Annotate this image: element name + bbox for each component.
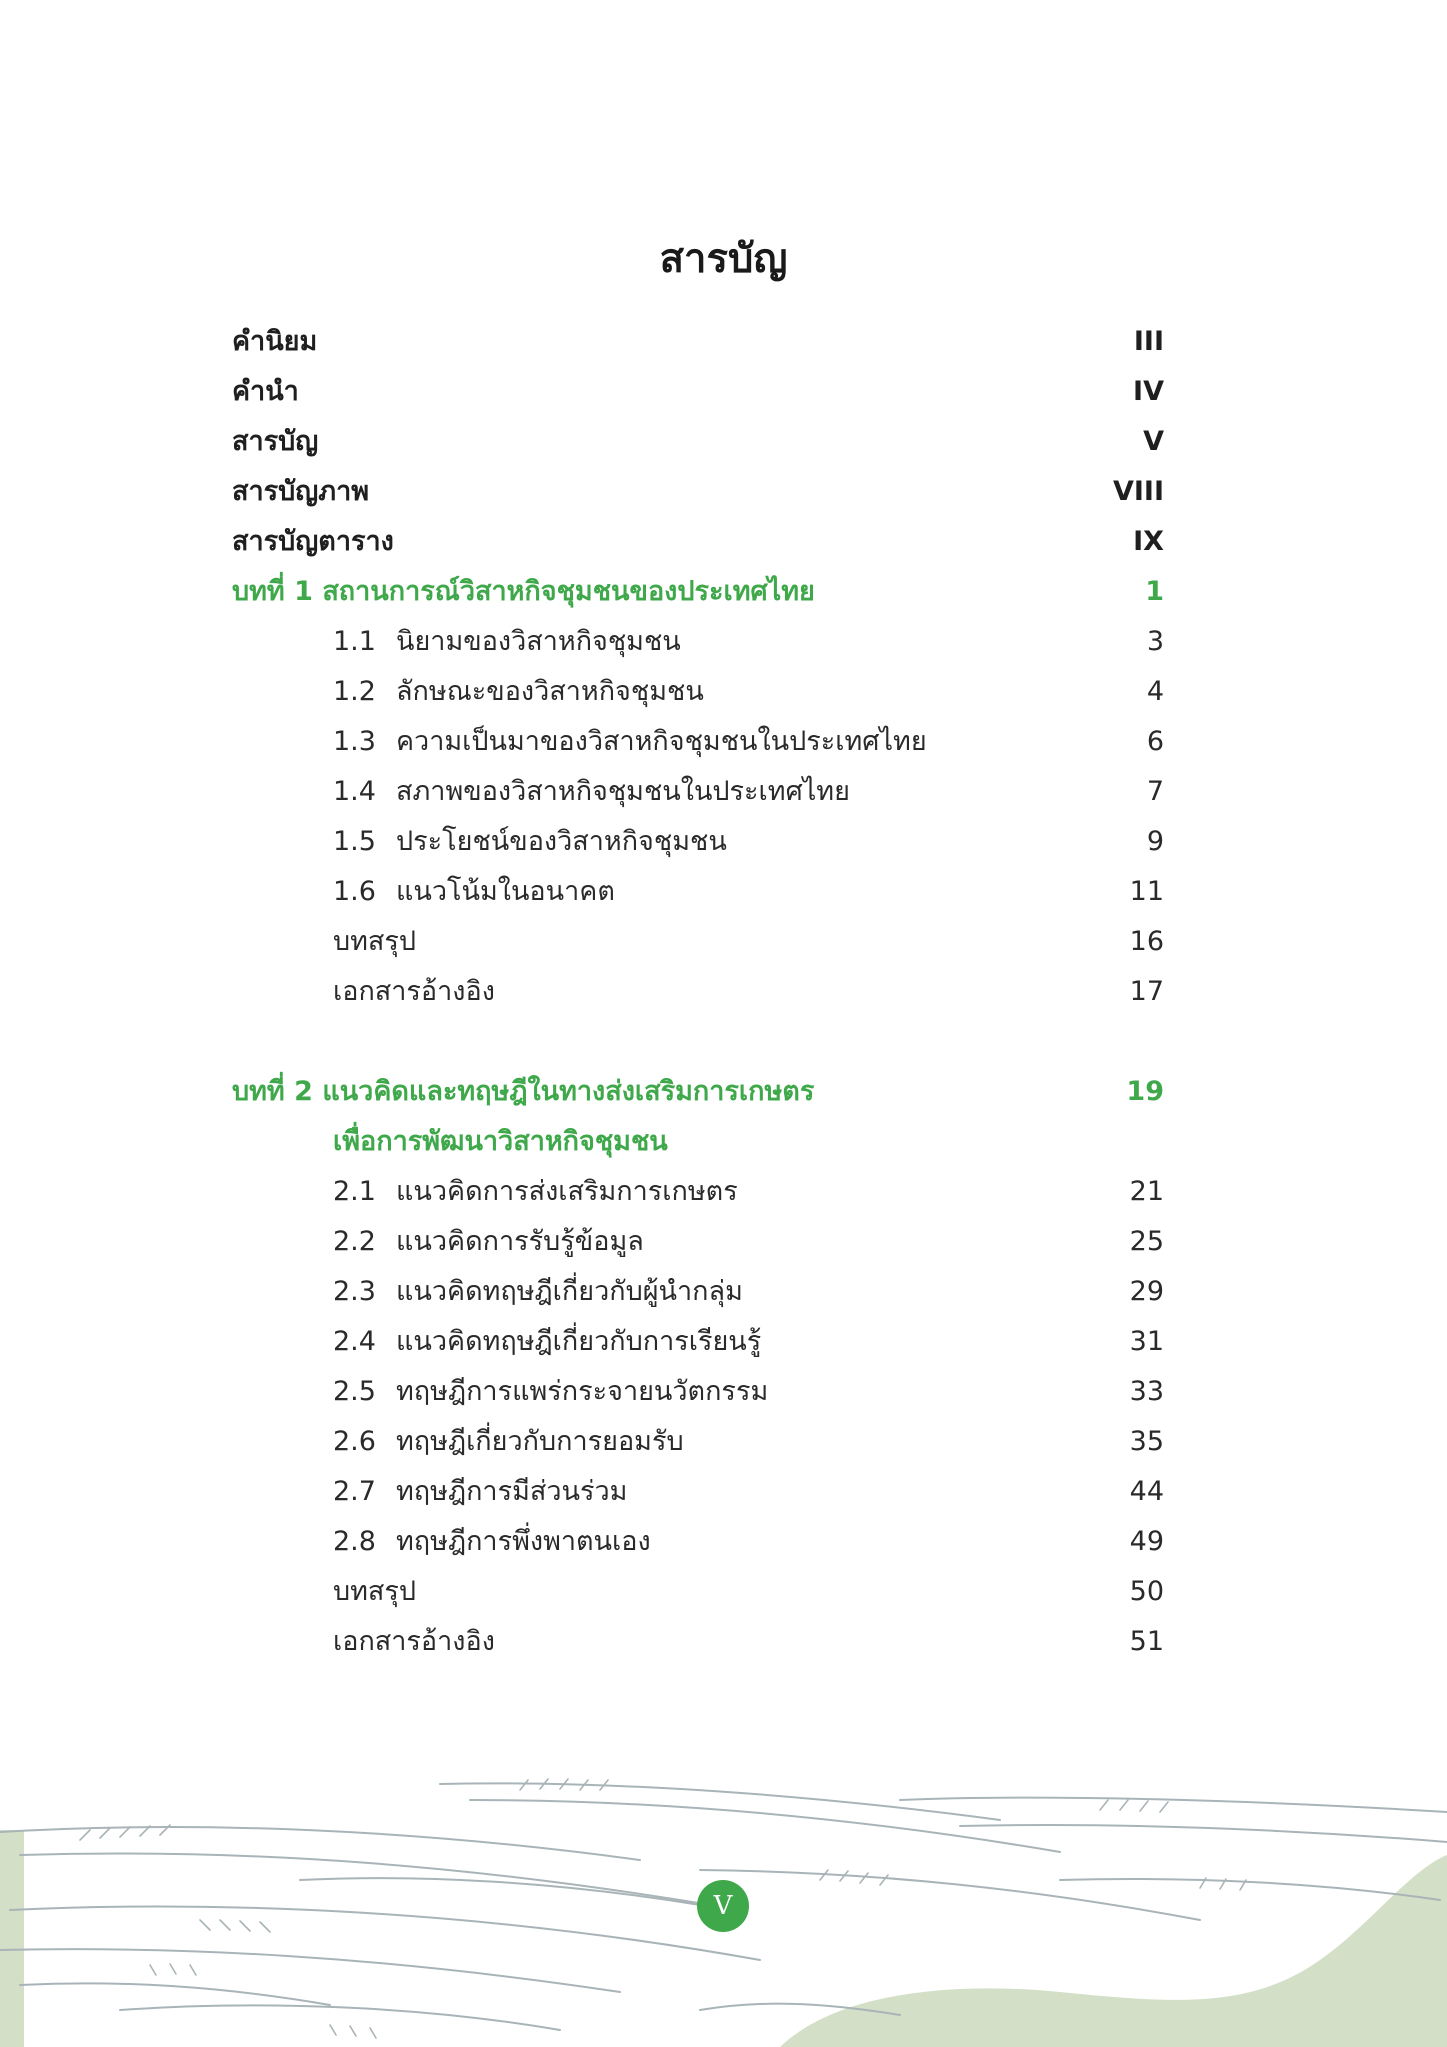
section-title: สภาพของวิสาหกิจชุมชนในประเทศไทย — [396, 776, 850, 807]
toc-summary[interactable] — [0, 1567, 1447, 1617]
section-page: 3 — [1146, 626, 1164, 657]
section-title: แนวคิดการส่งเสริมการเกษตร — [396, 1176, 738, 1207]
toc-entry-page: III — [1133, 326, 1164, 357]
toc-chapter-1[interactable] — [0, 567, 1447, 617]
toc-references[interactable] — [0, 967, 1447, 1017]
toc-section[interactable] — [0, 817, 1447, 867]
section-title: แนวโน้มในอนาคต — [396, 876, 615, 907]
summary-label: บทสรุป — [333, 926, 417, 957]
section-page: 4 — [1146, 676, 1164, 707]
section-number: 1.6 — [333, 876, 376, 907]
section-number: 1.1 — [333, 626, 376, 657]
section-number: 2.6 — [333, 1426, 376, 1457]
toc-entry-label: สารบัญ — [232, 426, 319, 457]
section-title: แนวคิดทฤษฎีเกี่ยวกับผู้นำกลุ่ม — [396, 1276, 743, 1307]
toc-section[interactable] — [0, 1217, 1447, 1267]
chapter-title-continued: เพื่อการพัฒนาวิสาหกิจชุมชน — [333, 1126, 668, 1157]
left-green-strip — [0, 1830, 24, 2047]
chapter-title: บทที่ 1 สถานการณ์วิสาหกิจชุมชนของประเทศไทย — [232, 576, 815, 607]
references-page: 17 — [1129, 976, 1164, 1007]
section-title: นิยามของวิสาหกิจชุมชน — [396, 626, 681, 657]
toc-entry-contents[interactable] — [0, 417, 1447, 467]
summary-page: 50 — [1129, 1576, 1164, 1607]
chapter-title: บทที่ 2 แนวคิดและทฤษฎีในทางส่งเสริมการเกษตร — [232, 1076, 815, 1107]
page-title: สารบัญ — [659, 236, 788, 282]
chapter-page: 1 — [1145, 576, 1164, 607]
toc-section[interactable] — [0, 717, 1447, 767]
summary-page: 16 — [1129, 926, 1164, 957]
toc-section[interactable] — [0, 667, 1447, 717]
toc-section[interactable] — [0, 1367, 1447, 1417]
section-page: 25 — [1129, 1226, 1164, 1257]
toc-section[interactable] — [0, 1417, 1447, 1467]
toc-entry-label: สารบัญภาพ — [232, 476, 370, 507]
section-page: 29 — [1129, 1276, 1164, 1307]
toc-references[interactable] — [0, 1617, 1447, 1667]
toc-entry-foreword[interactable] — [0, 317, 1447, 367]
section-number: 1.5 — [333, 826, 376, 857]
section-title: ทฤษฎีการพึ่งพาตนเอง — [396, 1526, 651, 1557]
toc-section[interactable] — [0, 767, 1447, 817]
references-label: เอกสารอ้างอิง — [333, 976, 495, 1007]
section-title: ความเป็นมาของวิสาหกิจชุมชนในประเทศไทย — [396, 726, 927, 757]
toc-chapter-2-continued — [0, 1117, 1447, 1167]
toc-entry-list-of-tables[interactable] — [0, 517, 1447, 567]
toc-entry-label: คำนำ — [232, 376, 299, 407]
toc-entry-preface[interactable] — [0, 367, 1447, 417]
section-page: 6 — [1146, 726, 1164, 757]
section-title: ลักษณะของวิสาหกิจชุมชน — [396, 676, 704, 707]
section-number: 2.3 — [333, 1276, 376, 1307]
section-page: 7 — [1146, 776, 1164, 807]
summary-label: บทสรุป — [333, 1576, 417, 1607]
toc-section[interactable] — [0, 617, 1447, 667]
section-number: 2.2 — [333, 1226, 376, 1257]
references-label: เอกสารอ้างอิง — [333, 1626, 495, 1657]
toc-chapter-2[interactable] — [0, 1067, 1447, 1117]
toc-section[interactable] — [0, 1267, 1447, 1317]
section-number: 1.2 — [333, 676, 376, 707]
toc-entry-page: VIII — [1112, 476, 1164, 507]
toc-section[interactable] — [0, 1317, 1447, 1367]
chapter-page: 19 — [1126, 1076, 1164, 1107]
toc-section[interactable] — [0, 1167, 1447, 1217]
section-title: แนวคิดทฤษฎีเกี่ยวกับการเรียนรู้ — [396, 1326, 762, 1357]
section-title: ทฤษฎีเกี่ยวกับการยอมรับ — [396, 1426, 684, 1457]
toc-entry-label: สารบัญตาราง — [232, 526, 394, 557]
toc-entry-page: IV — [1133, 376, 1164, 407]
section-title: ทฤษฎีการมีส่วนร่วม — [396, 1476, 628, 1507]
toc-entry-label: คำนิยม — [232, 326, 318, 357]
section-page: 21 — [1129, 1176, 1164, 1207]
page-number-badge: V — [697, 1880, 749, 1932]
section-title: ทฤษฎีการแพร่กระจายนวัตกรรม — [396, 1376, 769, 1407]
toc-entry-page: V — [1143, 426, 1164, 457]
section-page: 44 — [1129, 1476, 1164, 1507]
toc-entry-list-of-figures[interactable] — [0, 467, 1447, 517]
section-page: 33 — [1129, 1376, 1164, 1407]
toc-section[interactable] — [0, 1467, 1447, 1517]
section-number: 2.4 — [333, 1326, 376, 1357]
section-number: 1.3 — [333, 726, 376, 757]
section-page: 35 — [1129, 1426, 1164, 1457]
toc-summary[interactable] — [0, 917, 1447, 967]
section-number: 2.8 — [333, 1526, 376, 1557]
toc-section[interactable] — [0, 1517, 1447, 1567]
toc-section[interactable] — [0, 867, 1447, 917]
section-title: แนวคิดการรับรู้ข้อมูล — [396, 1226, 644, 1257]
section-title: ประโยชน์ของวิสาหกิจชุมชน — [396, 826, 727, 857]
section-page: 9 — [1146, 826, 1164, 857]
section-page: 31 — [1129, 1326, 1164, 1357]
toc-entry-page: IX — [1133, 526, 1164, 557]
section-number: 2.1 — [333, 1176, 376, 1207]
section-number: 2.7 — [333, 1476, 376, 1507]
section-number: 1.4 — [333, 776, 376, 807]
section-page: 11 — [1129, 876, 1164, 907]
section-page: 49 — [1129, 1526, 1164, 1557]
references-page: 51 — [1129, 1626, 1164, 1657]
section-number: 2.5 — [333, 1376, 376, 1407]
